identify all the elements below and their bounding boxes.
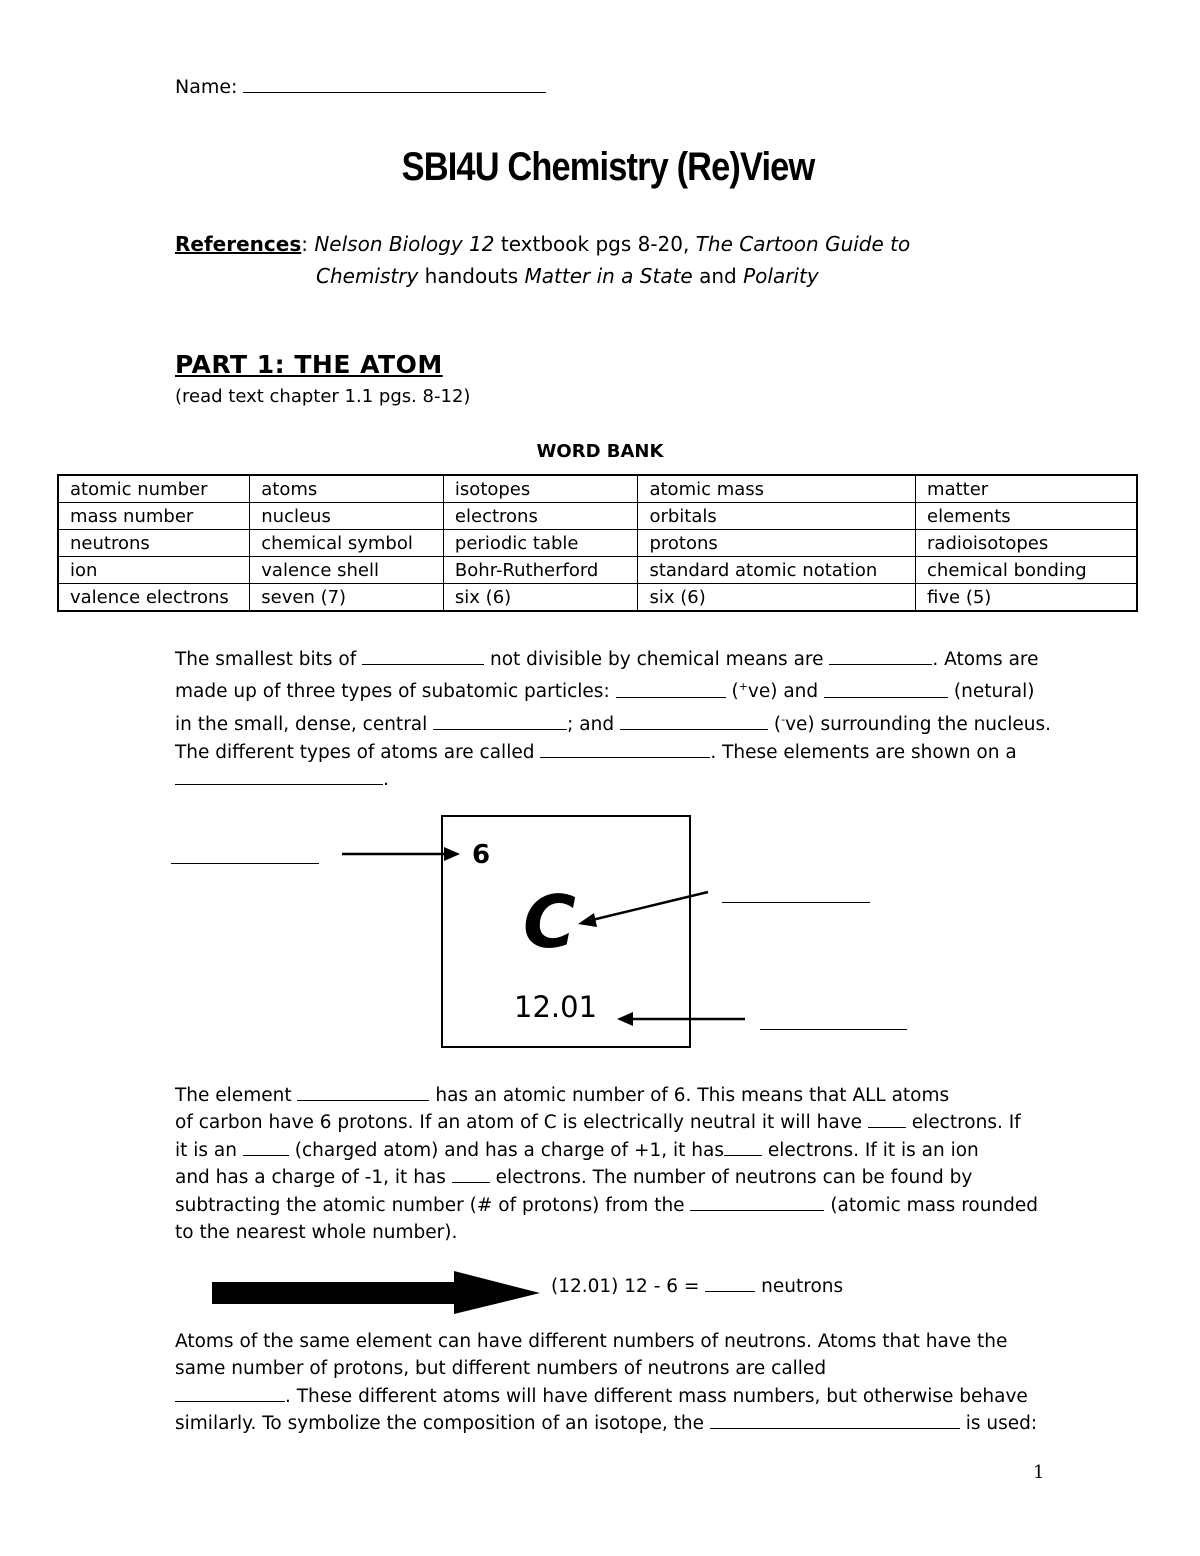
reference-book: Nelson Biology 12 (314, 232, 495, 256)
reference-handout-2: Polarity (743, 264, 819, 288)
table-cell: elements (916, 503, 1137, 530)
arrow-to-symbol (578, 892, 708, 927)
big-arrow-icon (212, 1271, 540, 1314)
table-cell: ion (58, 557, 250, 584)
table-cell: atomic number (58, 475, 250, 503)
fill-blank[interactable] (705, 1276, 755, 1292)
table-cell: protons (638, 530, 916, 557)
table-cell: electrons (443, 503, 638, 530)
table-cell: chemical bonding (916, 557, 1137, 584)
table-cell: periodic table (443, 530, 638, 557)
table-cell: orbitals (638, 503, 916, 530)
table-cell: seven (7) (250, 584, 444, 612)
table-cell: Bohr-Rutherford (443, 557, 638, 584)
page-title: SBI4U Chemistry (Re)View (401, 145, 815, 189)
table-cell: atomic mass (638, 475, 916, 503)
table-cell: neutrons (58, 530, 250, 557)
references-label: References (175, 232, 302, 256)
paragraph-3: Atoms of the same element can have different numbers of neutrons. Atoms that have the same number of protons, but different numbers of neutrons are called . These different atoms will have different mass numbers, but otherwise behave similarly. To symbolize the composition of an isotope, the is used: (175, 1331, 1038, 1435)
paragraph-2: The element has an atomic number of 6. This means that ALL atoms of carbon have 6 protons. If an atom of C is electrically neutral it will have electrons. If it is an (charged atom) and has a charge of +1, it has electrons. If it is an ion and has a charge of -1, it has electrons. The number of neutrons can be found by subtracting the atomic number (# of protons) from the (atomic mass rounded to the nearest whole number). (175, 1085, 1039, 1244)
word-bank-title: WORD BANK (536, 441, 664, 462)
arrow-to-atomic-number (342, 847, 460, 861)
fill-blank[interactable] (868, 1112, 906, 1128)
table-cell: six (6) (638, 584, 916, 612)
neutron-equation: (12.01) 12 - 6 = neutrons (551, 1276, 844, 1297)
part1-heading: PART 1: THE ATOM (175, 350, 443, 379)
element-atomic-mass: 12.01 (514, 990, 598, 1024)
arrow-to-mass (617, 1012, 745, 1026)
table-cell: chemical symbol (250, 530, 444, 557)
table-cell: six (6) (443, 584, 638, 612)
table-cell: atoms (250, 475, 444, 503)
table-cell: five (5) (916, 584, 1137, 612)
part1-read-note: (read text chapter 1.1 pgs. 8-12) (175, 386, 471, 407)
table-cell: isotopes (443, 475, 638, 503)
table-cell: matter (916, 475, 1137, 503)
reference-guide: The Cartoon Guide to (695, 232, 911, 256)
reference-handout-1: Matter in a State (524, 264, 693, 288)
fill-blank[interactable] (297, 1085, 429, 1101)
element-atomic-number: 6 (472, 840, 491, 870)
element-symbol: C (523, 880, 576, 964)
fill-blank[interactable] (175, 1386, 285, 1402)
table-cell: valence shell (250, 557, 444, 584)
fill-blank[interactable] (452, 1167, 490, 1183)
fill-blank[interactable] (710, 1413, 960, 1429)
table-cell: nucleus (250, 503, 444, 530)
fill-blank[interactable] (724, 1140, 762, 1156)
fill-blank[interactable] (243, 1140, 289, 1156)
fill-blank[interactable] (690, 1195, 824, 1211)
table-cell: mass number (58, 503, 250, 530)
name-label: Name: (175, 76, 238, 98)
table-cell: valence electrons (58, 584, 250, 612)
table-cell: radioisotopes (916, 530, 1137, 557)
references: References: Nelson Biology 12 textbook pgs 8-20, The Cartoon Guide to Chemistry handouts Matter in a State and Polarity (175, 232, 911, 288)
paragraph-1: The smallest bits of not divisible by chemical means are . Atoms are made up of three types of subatomic particles: (+ve) and (netural) in the small, dense, central ; and (-ve) surrounding the nucleus. The different types of atoms are called . These elements are shown on a . (175, 649, 1051, 790)
page-number: 1 (1033, 1462, 1045, 1483)
table-cell: standard atomic notation (638, 557, 916, 584)
